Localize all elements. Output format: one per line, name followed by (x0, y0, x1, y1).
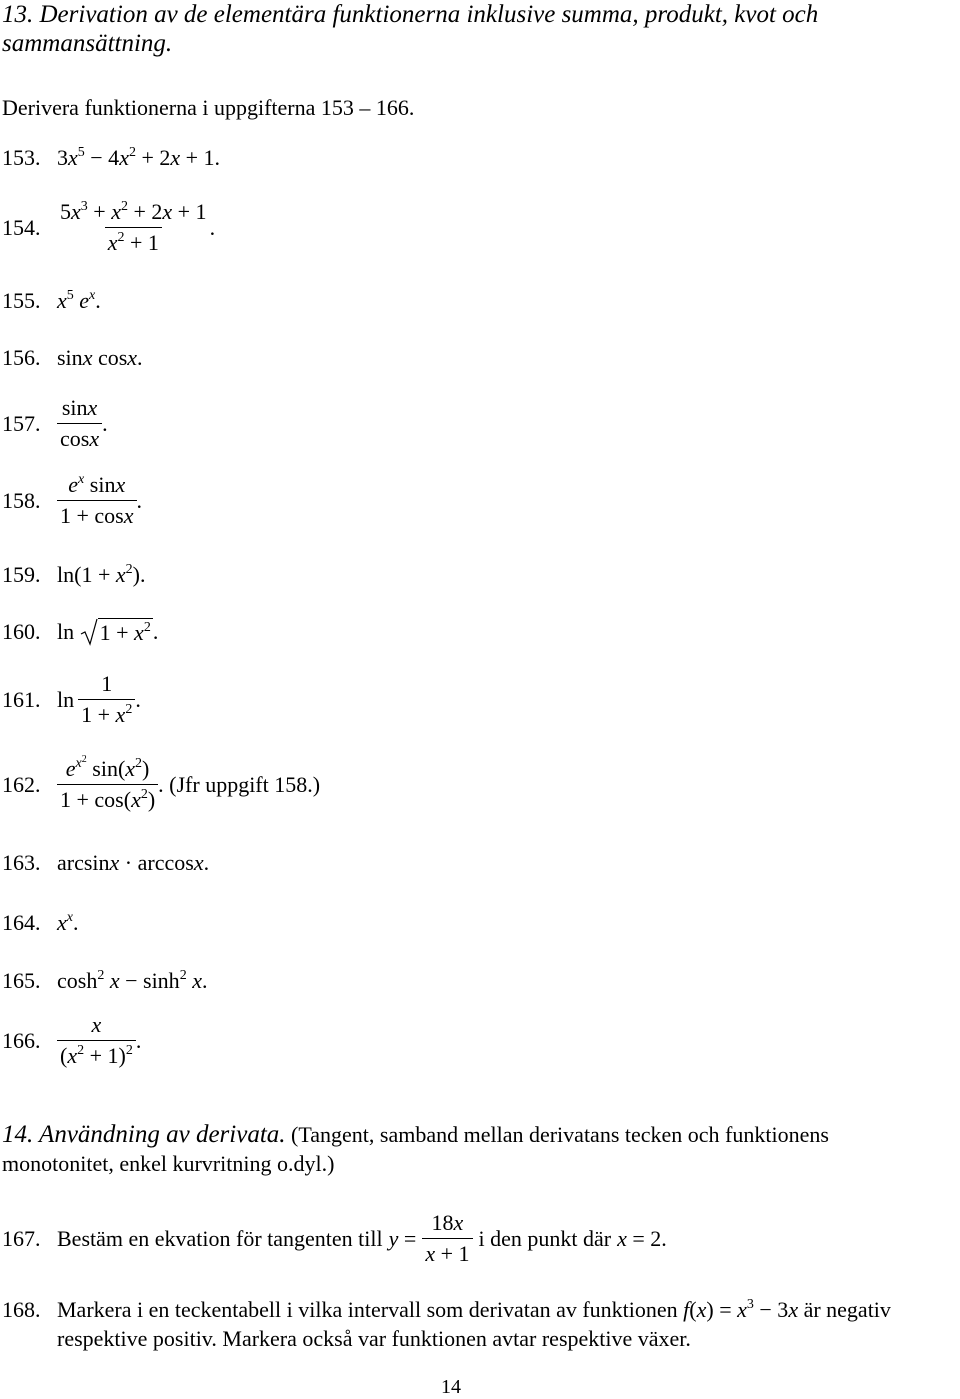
math-expression: ln (57, 619, 80, 644)
problem-168-line2: respektive positiv. Markera också var funktionen avtar respektive växer. (57, 1326, 691, 1351)
problem-number: 156. (2, 345, 41, 370)
problem-167: 167. Bestäm en ekvation för tangenten till y = $\frac{18x}{x + 1}$ i den punkt där x = 2. (2, 1210, 667, 1266)
fraction: $\frac{5x^3 + x^2 + 2x + 1}{x^2 + 1}$ (60, 199, 207, 255)
math-expression: $f(x) = x^3 - 3x$ (683, 1297, 799, 1322)
fraction: $\frac{e^{x^2} \sin(x^2)}{1 + \cos(x^2)}$ (57, 757, 158, 812)
problem-162 (2, 754, 321, 812)
problem-161: 161. ln $\frac{1}{1 + x^2}$ . (2, 671, 141, 727)
problem-number: 163. (2, 850, 41, 875)
math-expression: arcsinx · arccosx. (57, 850, 210, 875)
sqrt-symbol: $1 + x^2$ (80, 618, 153, 646)
math-expression: $x^5$ $e^x$. (57, 288, 101, 313)
math-expression: $\cosh^2 x - \sinh^2 x$. (57, 968, 208, 993)
problem-text: är negativ (803, 1297, 891, 1322)
problem-note: . (Jfr uppgift 158.) (158, 771, 321, 797)
problem-153 (2, 145, 220, 171)
problem-number: 165. (2, 968, 41, 993)
problem-text: Markera i en teckentabell i vilka intervall som derivatan av funktionen (57, 1297, 678, 1322)
problem-166: 166. $\frac{x}{(x^2 + 1)^2}$ . (2, 1012, 142, 1068)
problem-number: 166. (2, 1027, 41, 1053)
section-14-header (2, 1120, 829, 1150)
problem-number: 153. (2, 145, 41, 170)
section-14-title: 14. Användning av derivata. (2, 1121, 286, 1148)
fraction: $\frac{\sin x}{\cos x}$ (57, 396, 102, 451)
problem-154: 154. $\frac{5x^3 + x^2 + 2x + 1}{x^2 + 1}$ . (2, 199, 216, 255)
problem-number: 159. (2, 562, 41, 587)
fraction: $\frac{1}{1 + x^2}$ (78, 672, 135, 727)
problem-159 (2, 562, 145, 588)
problem-number: 168. (2, 1297, 41, 1322)
problem-160: 160. ln $1 + x^2$ . (2, 619, 159, 645)
problem-number: 161. (2, 686, 41, 712)
problem-text: Bestäm en ekvation för tangenten till (57, 1225, 383, 1251)
math-expression: $x^x$. (57, 910, 79, 935)
section-14-desc-line1: (Tangent, samband mellan derivatans tecken och funktionens (291, 1122, 829, 1147)
section-14-desc-line2: monotonitet, enkel kurvritning o.dyl.) (2, 1151, 335, 1176)
problem-number: 154. (2, 214, 41, 240)
problem-168 (2, 1297, 891, 1323)
problem-158: 158. $\frac{e^x \sin x}{1 + \cos x}$ . (2, 472, 142, 528)
problem-157: 157. $\frac{\sin x}{\cos x}$ . (2, 395, 108, 451)
fraction: $\frac{e^x \sin x}{1 + \cos x}$ (57, 473, 137, 528)
problem-number: 158. (2, 487, 41, 513)
problem-number: 155. (2, 288, 41, 313)
problem-156 (2, 345, 143, 371)
problem-165 (2, 968, 207, 994)
math-expression: $3x^5 - 4x^2 + 2x + 1$. (57, 145, 221, 170)
fraction: $\frac{18x}{x + 1}$ (422, 1211, 472, 1266)
page-number: 14 (441, 1376, 461, 1398)
problem-163 (2, 850, 209, 876)
problem-number: 160. (2, 619, 41, 644)
math-expression: sinx cosx. (57, 345, 143, 370)
section-13-title-line2: sammansättning. (2, 30, 173, 57)
problem-number: 167. (2, 1225, 41, 1251)
problem-number: 157. (2, 410, 41, 436)
problem-number: 164. (2, 910, 41, 935)
problem-number: 162. (2, 771, 41, 797)
section-13-title-line1: 13. Derivation av de elementära funktionerna inklusive summa, produkt, kvot och (2, 1, 819, 28)
section-13-intro: Derivera funktionerna i uppgifterna 153 – 166. (2, 95, 415, 120)
fraction: $\frac{x}{(x^2 + 1)^2}$ (57, 1013, 136, 1068)
problem-164 (2, 910, 78, 936)
math-expression: $\ln(1 + x^2)$. (57, 562, 146, 587)
problem-text: i den punkt där (478, 1225, 612, 1251)
problem-155 (2, 288, 101, 314)
